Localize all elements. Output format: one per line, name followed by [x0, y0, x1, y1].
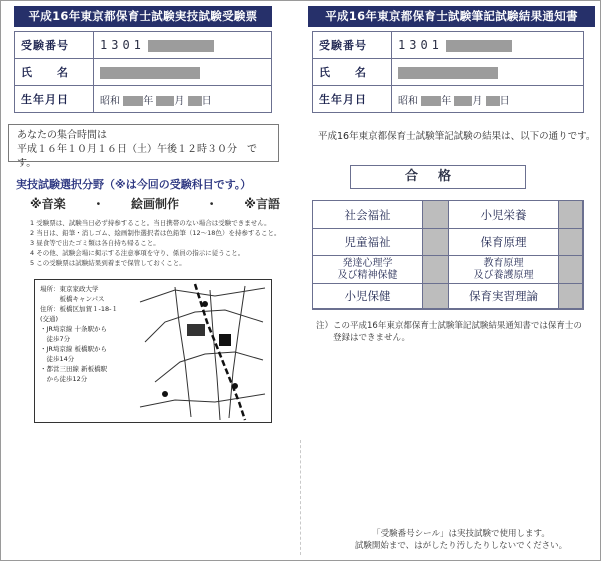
admission-ticket-info-table	[14, 31, 272, 113]
venue-line: から徒歩12分	[40, 375, 88, 383]
exam-number-label: 受験番号	[15, 32, 94, 59]
name-redaction	[100, 67, 200, 79]
birth-year-redaction	[421, 96, 441, 106]
birthdate-label: 生年月日	[15, 86, 94, 113]
birthdate-field	[94, 86, 272, 113]
venue-line: 場所：東京家政大学	[40, 285, 99, 293]
birth-month-redaction	[454, 96, 472, 106]
exam-number-value: 1301	[398, 38, 443, 52]
exam-number-redaction	[148, 40, 214, 52]
subject-separator: ・	[205, 197, 218, 211]
cut-line	[300, 440, 301, 555]
subject-cell-child-nutrition: 小児栄養	[449, 201, 559, 229]
name-label: 氏 名	[313, 59, 392, 86]
sticker-notice-line1: 「受験番号シール」は実技試験で使用します。	[372, 529, 550, 539]
venue-info	[40, 284, 130, 384]
registration-note-line2: 登録はできません。	[316, 333, 411, 343]
instruction-item: 1 受験票は、試験当日必ず持参すること。当日携帯のない場合は受験できません。	[30, 219, 271, 227]
subject-cell-child-health: 小児保健	[313, 284, 423, 309]
exam-number-value: 1301	[100, 38, 145, 52]
pass-status-label: 合格	[404, 169, 471, 184]
exam-number-field	[392, 32, 584, 59]
name-field	[392, 59, 584, 86]
birth-day-unit: 日	[499, 95, 510, 107]
pass-stamp	[559, 284, 583, 309]
registration-note-line1: 注）この平成16年東京都保育士試験筆記試験結果通知書では保育士の	[316, 321, 582, 331]
instruction-item: 2 当日は、鉛筆・消しゴム、絵画制作選択者は色鉛筆（12～18色）を持参すること。	[30, 229, 281, 237]
sticker-notice-line2: 試験開始まで、はがしたり汚したりしないでください。	[354, 541, 568, 551]
result-notice-info-table	[312, 31, 584, 113]
name-redaction	[398, 67, 498, 79]
subject-cell-childcare-principles: 保育原理	[449, 229, 559, 256]
venue-line: 徒歩14分	[40, 355, 75, 363]
birth-month-redaction	[156, 96, 174, 106]
birth-month-unit: 月	[472, 95, 483, 107]
meeting-time-line2: 平成１６年１０月１６日（土）午後１２時３０分 です。	[17, 144, 257, 169]
venue-map-box	[34, 279, 272, 423]
birthdate-field	[392, 86, 584, 113]
venue-line: ・都営三田線 新板橋駅	[40, 365, 108, 373]
subject-language: ※言語	[244, 197, 280, 211]
subject-cell-child-welfare: 児童福祉	[313, 229, 423, 256]
venue-line: (交通)	[40, 315, 59, 323]
pass-stamp	[423, 201, 449, 229]
pass-stamp	[423, 284, 449, 309]
subject-cell-developmental-psychology: 発達心理学 及び精神保健	[313, 256, 423, 284]
birth-day-redaction	[188, 96, 202, 106]
birth-year-unit: 年	[143, 95, 154, 107]
birthdate-era: 昭和	[100, 95, 120, 107]
pass-stamp	[423, 256, 449, 284]
birth-month-unit: 月	[174, 95, 185, 107]
venue-map	[135, 282, 271, 422]
venue-line: 板橋キャンパス	[40, 295, 105, 303]
name-label: 氏 名	[15, 59, 94, 86]
birthdate-era: 昭和	[398, 95, 418, 107]
instructions-list	[30, 218, 282, 268]
pass-status-box	[350, 165, 526, 189]
birth-year-redaction	[123, 96, 143, 106]
registration-note	[316, 320, 596, 344]
subject-separator: ・	[92, 197, 105, 211]
pass-stamp	[423, 229, 449, 256]
venue-line: 徒歩7分	[40, 335, 71, 343]
instruction-item: 3 昼食等で出たゴミ類は各自持ち帰ること。	[30, 239, 160, 247]
sticker-notice	[330, 528, 592, 552]
subject-result-grid	[312, 200, 584, 310]
venue-line: ・JR埼京線 十条駅から	[40, 325, 107, 333]
venue-line: 住所：板橋区加賀１-18-１	[40, 305, 118, 313]
birthdate-label: 生年月日	[313, 86, 392, 113]
instruction-item: 4 その他、試験会場に掲示する注意事項を守り、係員の指示に従うこと。	[30, 249, 245, 257]
venue-line: ・JR埼京線 板橋駅から	[40, 345, 107, 353]
meeting-time-line1: あなたの集合時間は	[17, 130, 107, 141]
admission-ticket-title: 平成16年東京都保育士試験実技試験受験票	[14, 6, 272, 27]
instruction-item: 5 この受験票は試験結果到着まで保管しておくこと。	[30, 259, 186, 267]
result-intro-text: 平成16年東京都保育士試験筆記試験の結果は、以下の通りです。	[318, 131, 596, 142]
birth-year-unit: 年	[441, 95, 452, 107]
exam-number-field	[94, 32, 272, 59]
subject-cell-social-welfare: 社会福祉	[313, 201, 423, 229]
exam-number-redaction	[446, 40, 512, 52]
subject-cell-practicum-theory: 保育実習理論	[449, 284, 559, 309]
birth-day-unit: 日	[201, 95, 212, 107]
subject-drawing: 絵画制作	[130, 197, 179, 211]
subject-music: ※音楽	[30, 197, 66, 211]
result-notice-title: 平成16年東京都保育士試験筆記試験結果通知書	[308, 6, 595, 27]
pass-stamp	[559, 256, 583, 284]
name-field	[94, 59, 272, 86]
pass-stamp	[559, 229, 583, 256]
exam-number-label: 受験番号	[313, 32, 392, 59]
practical-subject-list	[30, 195, 280, 212]
practical-subject-heading: 実技試験選択分野（※は今回の受験科目です。）	[16, 178, 252, 191]
meeting-time-box	[8, 124, 279, 169]
pass-stamp	[559, 201, 583, 229]
subject-cell-education-principles: 教育原理 及び養護原理	[449, 256, 559, 284]
birth-day-redaction	[486, 96, 500, 106]
